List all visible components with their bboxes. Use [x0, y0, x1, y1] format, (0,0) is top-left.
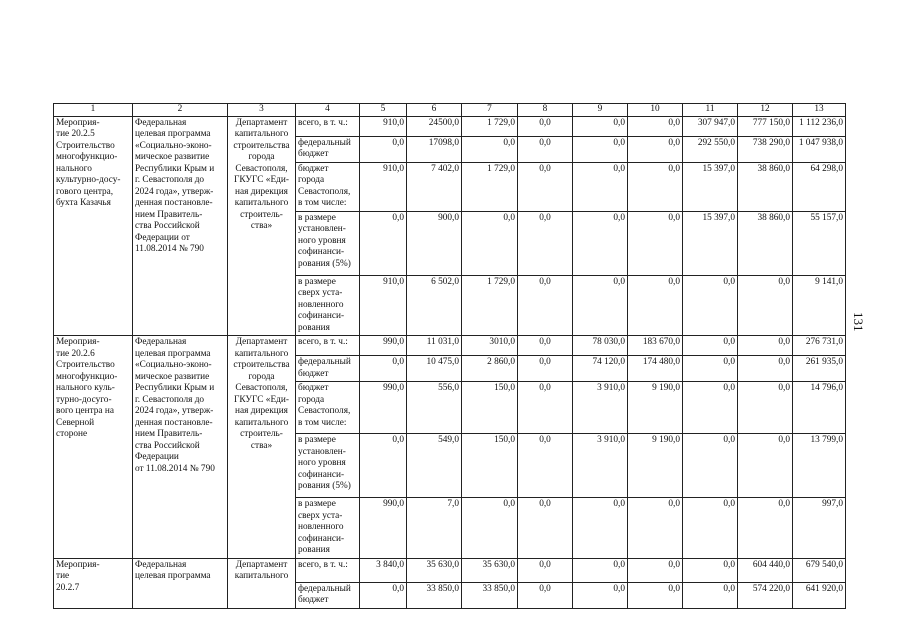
funding-source-cell: федеральный бюджет — [296, 582, 360, 608]
page-number: 131 — [851, 312, 866, 332]
value-cell: 0,0 — [360, 434, 407, 498]
value-cell: 15 397,0 — [683, 211, 738, 275]
value-cell: 38 860,0 — [738, 211, 793, 275]
funding-source-cell: всего, в т. ч.: — [296, 336, 360, 356]
value-cell: 11 031,0 — [407, 336, 462, 356]
value-cell: 0,0 — [518, 498, 573, 559]
value-cell: 0,0 — [628, 211, 683, 275]
value-cell: 997,0 — [793, 498, 846, 559]
event-cell: Мероприя- тие 20.2.5 Строительство многофункцио- нального культурно-досу- гового центра, бухта Казачья — [54, 116, 133, 336]
value-cell: 9 190,0 — [628, 434, 683, 498]
budget-table — [53, 103, 846, 609]
value-cell: 6 502,0 — [407, 275, 462, 336]
header-cell: 11 — [683, 104, 738, 117]
value-cell: 9 190,0 — [628, 382, 683, 434]
value-cell: 0,0 — [518, 582, 573, 608]
program-cell: Федеральная целевая программа «Социально-эконо- мическое развитие Республики Крым и г. Севастополя до 2024 года», утверж- денная постановле- нием Правитель- ства Российской Федерации от 11.08.2014 № 790 — [133, 116, 228, 336]
value-cell: 0,0 — [738, 498, 793, 559]
value-cell: 0,0 — [518, 162, 573, 211]
value-cell: 261 935,0 — [793, 356, 846, 382]
value-cell: 0,0 — [518, 136, 573, 162]
value-cell: 2 860,0 — [462, 356, 518, 382]
value-cell: 150,0 — [462, 382, 518, 434]
value-cell: 0,0 — [360, 582, 407, 608]
value-cell: 0,0 — [683, 336, 738, 356]
table-body — [54, 104, 846, 609]
value-cell: 35 630,0 — [407, 558, 462, 582]
funding-source-cell: в размере установлен- ного уровня софинанси- рования (5%) — [296, 211, 360, 275]
value-cell: 0,0 — [518, 558, 573, 582]
value-cell: 174 480,0 — [628, 356, 683, 382]
value-cell: 33 850,0 — [462, 582, 518, 608]
funding-source-cell: в размере установлен- ного уровня софинанси- рования (5%) — [296, 434, 360, 498]
value-cell: 38 860,0 — [738, 162, 793, 211]
value-cell: 3 910,0 — [573, 382, 628, 434]
value-cell: 3010,0 — [462, 336, 518, 356]
value-cell: 3 910,0 — [573, 434, 628, 498]
value-cell: 0,0 — [628, 498, 683, 559]
value-cell: 910,0 — [360, 275, 407, 336]
header-cell: 9 — [573, 104, 628, 117]
value-cell: 0,0 — [683, 582, 738, 608]
header-cell: 3 — [228, 104, 296, 117]
value-cell: 990,0 — [360, 498, 407, 559]
value-cell: 74 120,0 — [573, 356, 628, 382]
value-cell: 0,0 — [518, 116, 573, 136]
value-cell: 0,0 — [573, 275, 628, 336]
value-cell: 0,0 — [573, 116, 628, 136]
value-cell: 9 141,0 — [793, 275, 846, 336]
header-cell: 2 — [133, 104, 228, 117]
value-cell: 292 550,0 — [683, 136, 738, 162]
value-cell: 10 475,0 — [407, 356, 462, 382]
value-cell: 0,0 — [628, 558, 683, 582]
executor-cell: Департамент капитального строительства города Севастополя, ГКУГС «Еди- ная дирекция капитального строитель- ства» — [228, 116, 296, 336]
value-cell: 0,0 — [573, 211, 628, 275]
funding-source-cell: федеральный бюджет — [296, 136, 360, 162]
table-row — [54, 558, 846, 582]
value-cell: 0,0 — [360, 136, 407, 162]
value-cell: 604 440,0 — [738, 558, 793, 582]
value-cell: 574 220,0 — [738, 582, 793, 608]
header-cell: 1 — [54, 104, 133, 117]
value-cell: 0,0 — [628, 162, 683, 211]
value-cell: 0,0 — [683, 356, 738, 382]
value-cell: 150,0 — [462, 434, 518, 498]
value-cell: 183 670,0 — [628, 336, 683, 356]
value-cell: 0,0 — [518, 382, 573, 434]
program-cell: Федеральная целевая программа «Социально-эконо- мическое развитие Республики Крым и г. Севастополя до 2024 года», утверж- денная постановле- нием Правитель- ства Российской Федерации от 11.08.2014 № 790 — [133, 336, 228, 559]
value-cell: 0,0 — [573, 582, 628, 608]
funding-source-cell: в размере сверх уста- новленного софинанси- рования — [296, 498, 360, 559]
value-cell: 910,0 — [360, 162, 407, 211]
value-cell: 0,0 — [738, 336, 793, 356]
value-cell: 64 298,0 — [793, 162, 846, 211]
header-row — [54, 104, 846, 117]
value-cell: 0,0 — [683, 558, 738, 582]
header-cell: 5 — [360, 104, 407, 117]
value-cell: 0,0 — [518, 275, 573, 336]
value-cell: 0,0 — [360, 211, 407, 275]
value-cell: 0,0 — [683, 434, 738, 498]
value-cell: 0,0 — [738, 434, 793, 498]
value-cell: 0,0 — [462, 211, 518, 275]
value-cell: 0,0 — [738, 275, 793, 336]
value-cell: 0,0 — [518, 211, 573, 275]
header-cell: 13 — [793, 104, 846, 117]
value-cell: 78 030,0 — [573, 336, 628, 356]
value-cell: 1 729,0 — [462, 116, 518, 136]
header-cell: 7 — [462, 104, 518, 117]
header-cell: 4 — [296, 104, 360, 117]
value-cell: 276 731,0 — [793, 336, 846, 356]
value-cell: 0,0 — [628, 582, 683, 608]
value-cell: 13 799,0 — [793, 434, 846, 498]
value-cell: 3 840,0 — [360, 558, 407, 582]
value-cell: 7 402,0 — [407, 162, 462, 211]
value-cell: 0,0 — [683, 275, 738, 336]
value-cell: 990,0 — [360, 336, 407, 356]
funding-source-cell: в размере сверх уста- новленного софинанси- рования — [296, 275, 360, 336]
table-row — [54, 336, 846, 356]
program-cell: Федеральная целевая программа — [133, 558, 228, 608]
value-cell: 0,0 — [573, 162, 628, 211]
value-cell: 7,0 — [407, 498, 462, 559]
value-cell: 990,0 — [360, 382, 407, 434]
value-cell: 0,0 — [462, 498, 518, 559]
value-cell: 0,0 — [518, 356, 573, 382]
value-cell: 738 290,0 — [738, 136, 793, 162]
header-cell: 10 — [628, 104, 683, 117]
value-cell: 549,0 — [407, 434, 462, 498]
header-cell: 12 — [738, 104, 793, 117]
value-cell: 1 047 938,0 — [793, 136, 846, 162]
funding-source-cell: бюджет города Севастополя, в том числе: — [296, 382, 360, 434]
value-cell: 1 729,0 — [462, 162, 518, 211]
value-cell: 777 150,0 — [738, 116, 793, 136]
executor-cell: Департамент капитального строительства города Севастополя, ГКУГС «Еди- ная дирекция капитального строитель- ства» — [228, 336, 296, 559]
funding-source-cell: бюджет города Севастополя, в том числе: — [296, 162, 360, 211]
value-cell: 0,0 — [518, 434, 573, 498]
value-cell: 1 112 236,0 — [793, 116, 846, 136]
value-cell: 55 157,0 — [793, 211, 846, 275]
value-cell: 35 630,0 — [462, 558, 518, 582]
value-cell: 0,0 — [628, 116, 683, 136]
value-cell: 641 920,0 — [793, 582, 846, 608]
funding-source-cell: всего, в т. ч.: — [296, 116, 360, 136]
value-cell: 0,0 — [683, 382, 738, 434]
header-cell: 6 — [407, 104, 462, 117]
value-cell: 556,0 — [407, 382, 462, 434]
value-cell: 0,0 — [738, 356, 793, 382]
executor-cell: Департамент капитального — [228, 558, 296, 608]
value-cell: 17098,0 — [407, 136, 462, 162]
value-cell: 0,0 — [573, 558, 628, 582]
value-cell: 0,0 — [628, 275, 683, 336]
value-cell: 0,0 — [573, 498, 628, 559]
table-row — [54, 116, 846, 136]
value-cell: 14 796,0 — [793, 382, 846, 434]
value-cell: 1 729,0 — [462, 275, 518, 336]
value-cell: 0,0 — [628, 136, 683, 162]
value-cell: 15 397,0 — [683, 162, 738, 211]
value-cell: 0,0 — [738, 382, 793, 434]
value-cell: 679 540,0 — [793, 558, 846, 582]
value-cell: 910,0 — [360, 116, 407, 136]
value-cell: 33 850,0 — [407, 582, 462, 608]
value-cell: 0,0 — [462, 136, 518, 162]
funding-source-cell: федеральный бюджет — [296, 356, 360, 382]
value-cell: 307 947,0 — [683, 116, 738, 136]
value-cell: 0,0 — [683, 498, 738, 559]
event-cell: Мероприя- тие 20.2.6 Строительство многофункцио- нального куль- турно-досуго- вого центра на Северной стороне — [54, 336, 133, 559]
value-cell: 24500,0 — [407, 116, 462, 136]
value-cell: 0,0 — [360, 356, 407, 382]
funding-source-cell: всего, в т. ч.: — [296, 558, 360, 582]
header-cell: 8 — [518, 104, 573, 117]
value-cell: 0,0 — [518, 336, 573, 356]
value-cell: 900,0 — [407, 211, 462, 275]
value-cell: 0,0 — [573, 136, 628, 162]
event-cell: Мероприя- тие 20.2.7 — [54, 558, 133, 608]
